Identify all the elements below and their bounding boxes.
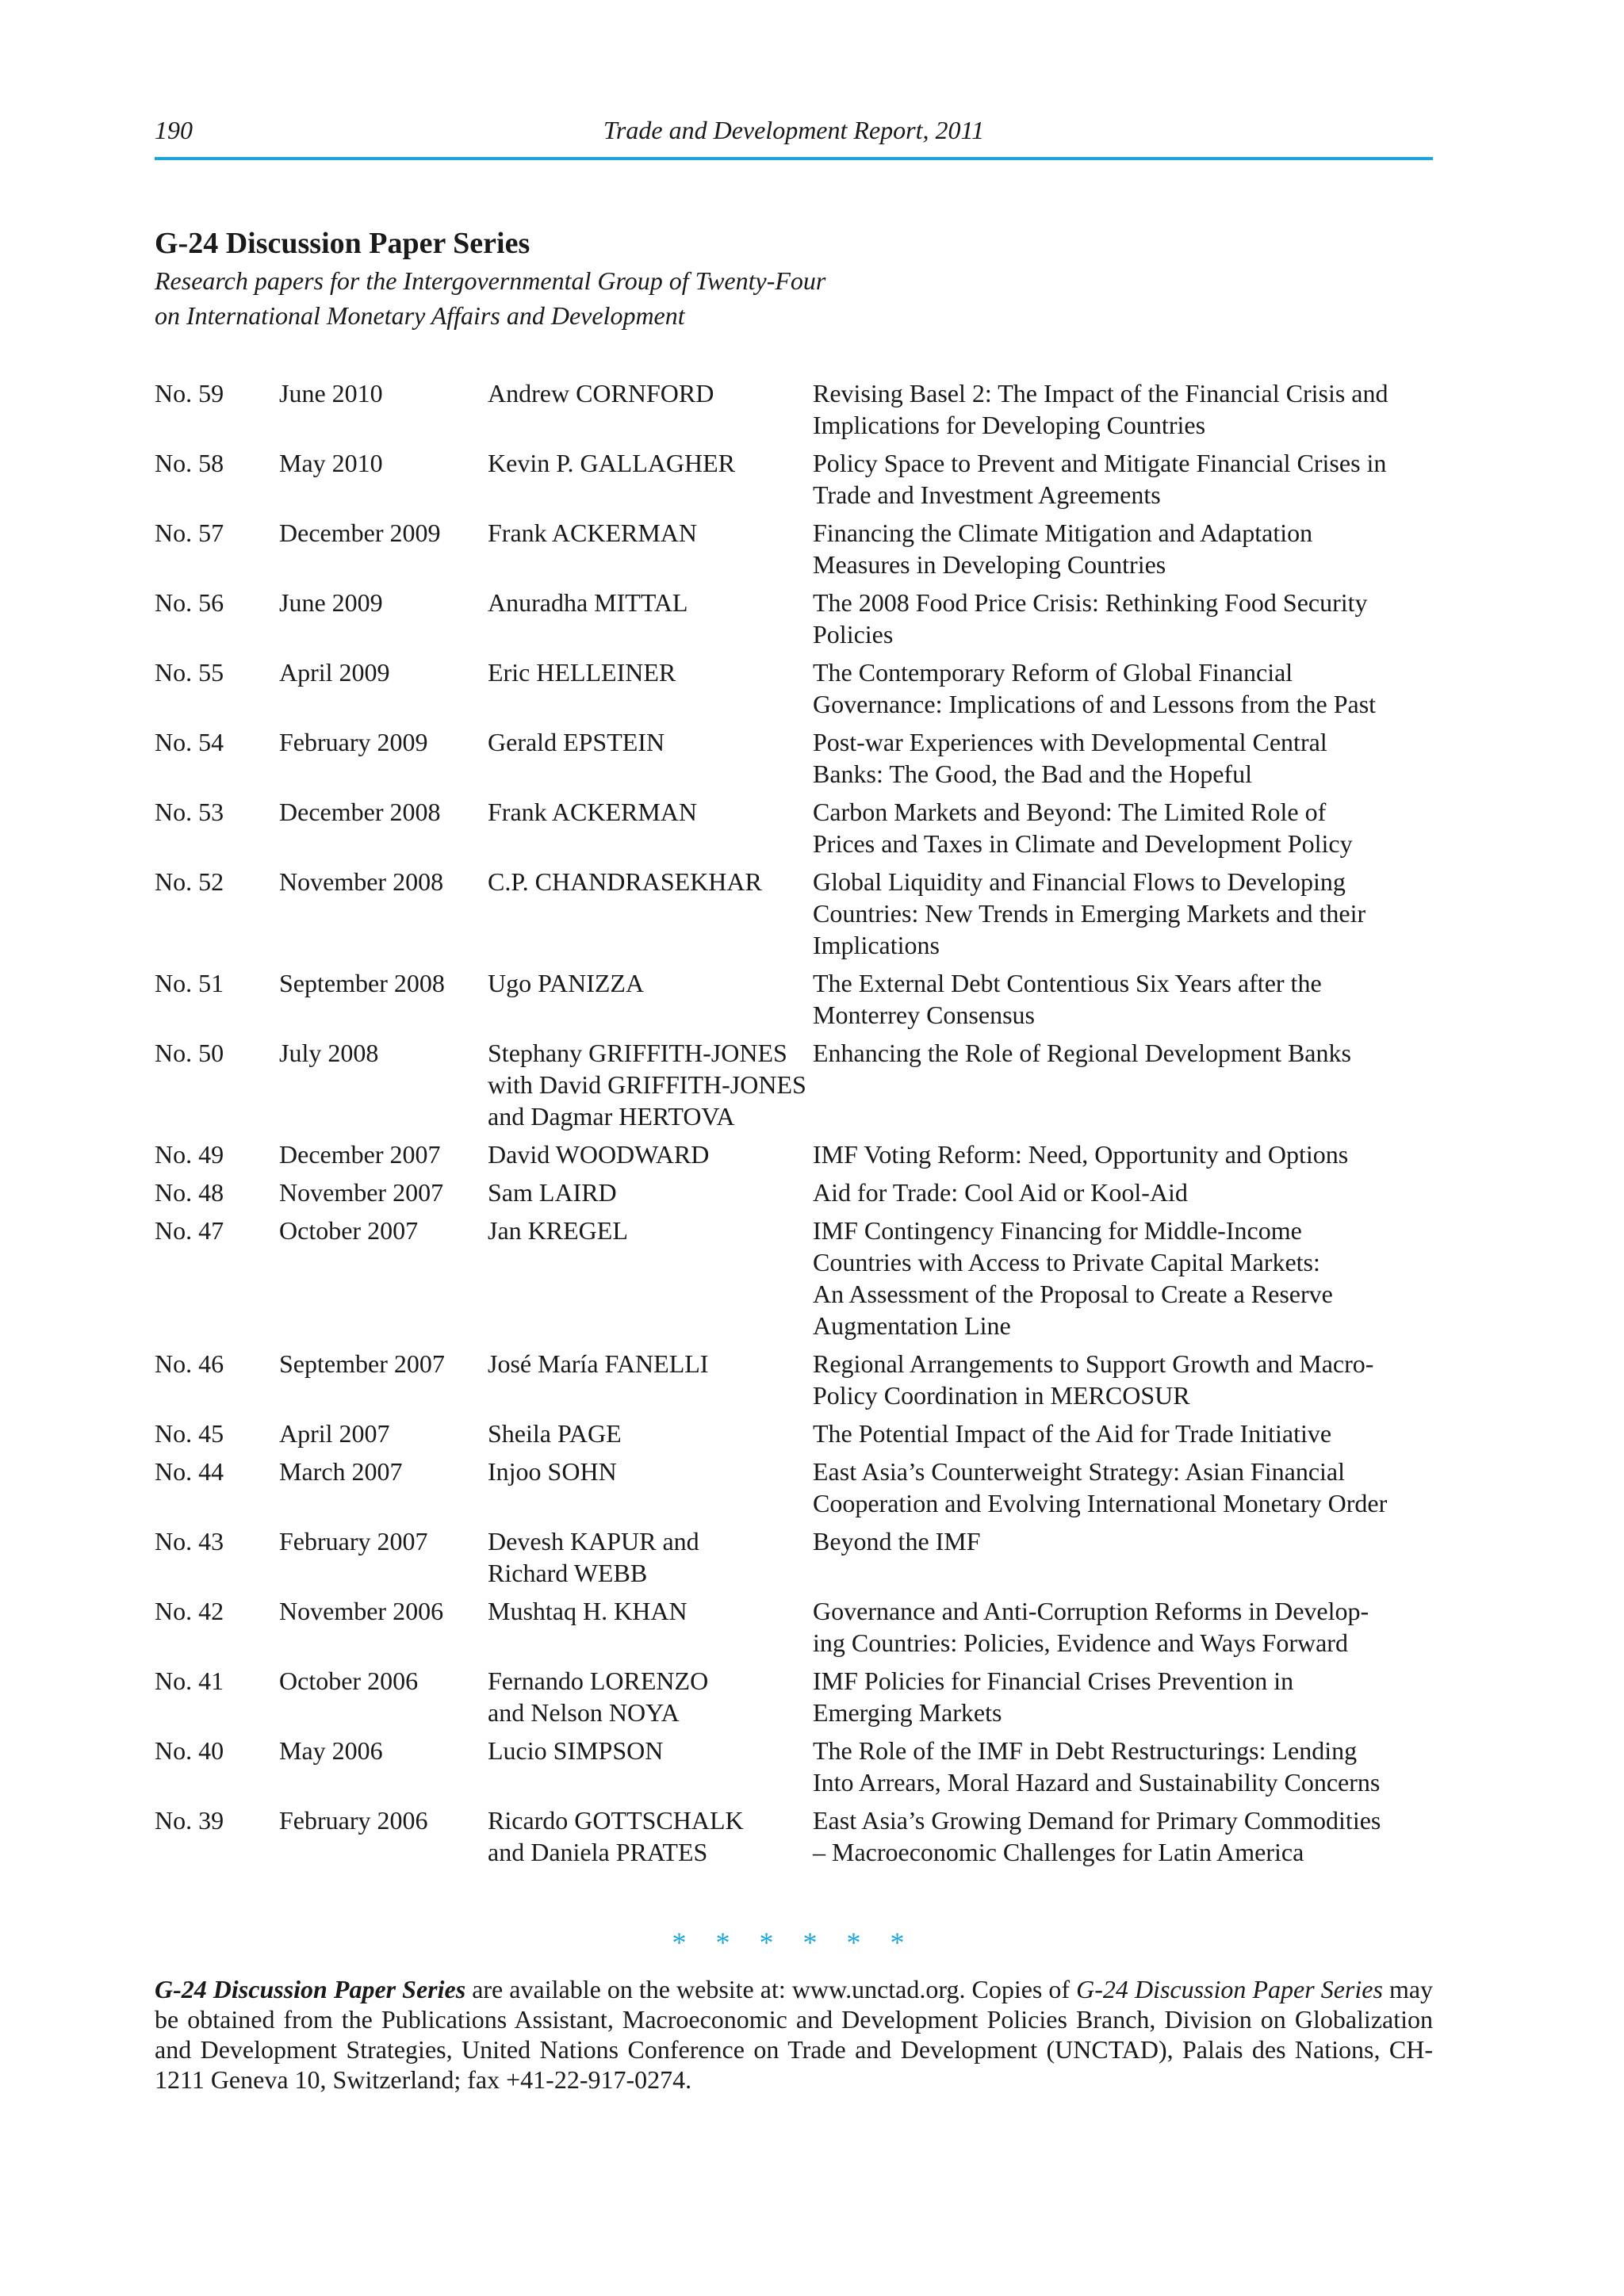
paper-number: No. 47 — [155, 1216, 224, 1245]
paper-author — [488, 1418, 813, 1449]
paper-title — [813, 967, 1439, 1031]
title-line: Beyond the IMF — [813, 1527, 981, 1556]
list-item — [155, 1037, 1433, 1138]
paper-date: November 2008 — [279, 867, 444, 896]
title-line: The External Debt Contentious Six Years after the — [813, 969, 1322, 997]
title-line: IMF Voting Reform: Need, Opportunity and Options — [813, 1140, 1349, 1169]
paper-author — [488, 967, 813, 999]
author-line: Stephany GRIFFITH-JONES — [488, 1039, 787, 1067]
title-line: Governance: Implications of and Lessons from the Past — [813, 690, 1377, 718]
title-line: Implications — [813, 931, 940, 959]
paper-author — [488, 1804, 813, 1868]
series-subtitle-line2: on International Monetary Affairs and Development — [155, 301, 685, 330]
author-line: and Dagmar HERTOVA — [488, 1102, 735, 1131]
paper-title — [813, 726, 1439, 790]
paper-author — [488, 447, 813, 479]
paper-author — [488, 726, 813, 758]
title-line: IMF Policies for Financial Crises Prevention in — [813, 1667, 1294, 1695]
paper-number: No. 59 — [155, 379, 224, 408]
paper-author — [488, 1215, 813, 1246]
title-line: Governance and Anti-Corruption Reforms in Develop- — [813, 1597, 1369, 1625]
author-line: Devesh KAPUR and — [488, 1527, 699, 1556]
paper-title — [813, 1177, 1439, 1208]
paper-title — [813, 1215, 1439, 1341]
paper-title — [813, 377, 1439, 441]
paper-number: No. 51 — [155, 969, 224, 997]
paper-author — [488, 517, 813, 549]
title-line: ing Countries: Policies, Evidence and Ways Forward — [813, 1628, 1348, 1657]
author-line: Mushtaq H. KHAN — [488, 1597, 688, 1625]
paper-title — [813, 1037, 1439, 1069]
title-line: Countries: New Trends in Emerging Markets and their — [813, 899, 1366, 928]
paper-number: No. 46 — [155, 1349, 224, 1378]
series-name-2: G-24 Discussion Paper Series — [1076, 1975, 1383, 2003]
title-line: Regional Arrangements to Support Growth and Macro- — [813, 1349, 1374, 1378]
note-text-2: may be obtained from the Publications Assistant, Macroeconomic and Development Policies Branch, Division on Globalization and Development Strategies, United Nations Conference on Trade and Development (UNCTAD), Palais des Nations, CH-1211 Geneva 10, Switzerland; fax +41-22-917-0274. — [155, 1975, 1434, 2094]
paper-number: No. 42 — [155, 1597, 224, 1625]
paper-author — [488, 1177, 813, 1208]
paper-author — [488, 1735, 813, 1766]
paper-date: September 2007 — [279, 1349, 445, 1378]
author-line: with David GRIFFITH-JONES — [488, 1070, 806, 1099]
list-item — [155, 1215, 1433, 1348]
paper-date: May 2010 — [279, 449, 383, 477]
paper-number: No. 50 — [155, 1039, 224, 1067]
paper-date: December 2008 — [279, 798, 441, 826]
title-line: An Assessment of the Proposal to Create a Reserve — [813, 1280, 1333, 1308]
paper-number: No. 45 — [155, 1419, 224, 1448]
paper-title — [813, 447, 1439, 511]
title-line: Trade and Investment Agreements — [813, 480, 1161, 509]
paper-number: No. 44 — [155, 1457, 224, 1486]
page-number: 190 — [155, 116, 193, 144]
paper-number: No. 43 — [155, 1527, 224, 1556]
title-line: Augmentation Line — [813, 1311, 1011, 1340]
paper-date: June 2010 — [279, 379, 383, 408]
paper-author — [488, 1348, 813, 1380]
title-line: Carbon Markets and Beyond: The Limited Role of — [813, 798, 1327, 826]
paper-date: February 2009 — [279, 728, 428, 756]
paper-date: April 2009 — [279, 658, 390, 687]
author-line: Injoo SOHN — [488, 1457, 617, 1486]
author-line: C.P. CHANDRASEKHAR — [488, 867, 762, 896]
paper-number: No. 55 — [155, 658, 224, 687]
paper-date: June 2009 — [279, 588, 383, 617]
running-title: Trade and Development Report, 2011 — [603, 116, 985, 144]
paper-number: No. 40 — [155, 1736, 224, 1765]
running-head — [155, 111, 1433, 159]
title-line: Financing the Climate Mitigation and Adaptation — [813, 519, 1313, 547]
paper-date: September 2008 — [279, 969, 445, 997]
paper-author — [488, 1525, 813, 1589]
paper-number: No. 56 — [155, 588, 224, 617]
author-line: Ugo PANIZZA — [488, 969, 645, 997]
author-line: David WOODWARD — [488, 1140, 710, 1169]
author-line: Sheila PAGE — [488, 1419, 622, 1448]
paper-date: October 2006 — [279, 1667, 419, 1695]
author-line: Lucio SIMPSON — [488, 1736, 664, 1765]
author-line: Frank ACKERMAN — [488, 798, 698, 826]
title-line: East Asia’s Growing Demand for Primary Commodities — [813, 1806, 1381, 1835]
separator-stars: * * * * * * — [672, 1927, 916, 1958]
list-item — [155, 796, 1433, 866]
title-line: IMF Contingency Financing for Middle-Income — [813, 1216, 1302, 1245]
paper-title — [813, 1735, 1439, 1798]
title-line: Countries with Access to Private Capital Markets: — [813, 1248, 1320, 1276]
paper-author — [488, 587, 813, 618]
paper-number: No. 39 — [155, 1806, 224, 1835]
list-item — [155, 1138, 1433, 1177]
list-item — [155, 1804, 1433, 1874]
paper-date: February 2006 — [279, 1806, 428, 1835]
paper-author — [488, 866, 813, 897]
paper-date: December 2009 — [279, 519, 441, 547]
title-line: Enhancing the Role of Regional Development Banks — [813, 1039, 1351, 1067]
paper-author — [488, 1138, 813, 1170]
series-heading — [155, 224, 1433, 333]
list-item — [155, 967, 1433, 1037]
paper-number: No. 48 — [155, 1178, 224, 1207]
title-line: Into Arrears, Moral Hazard and Sustainability Concerns — [813, 1768, 1381, 1797]
paper-author — [488, 1665, 813, 1728]
paper-date: November 2006 — [279, 1597, 444, 1625]
header-rule — [155, 157, 1433, 160]
author-line: Anuradha MITTAL — [488, 588, 688, 617]
list-item — [155, 1456, 1433, 1525]
paper-number: No. 57 — [155, 519, 224, 547]
author-line: Kevin P. GALLAGHER — [488, 449, 735, 477]
author-line: Ricardo GOTTSCHALK — [488, 1806, 744, 1835]
list-item — [155, 1595, 1433, 1665]
list-item — [155, 1735, 1433, 1804]
title-line: Global Liquidity and Financial Flows to Developing — [813, 867, 1346, 896]
note-text-1: are available on the website at: www.unctad.org. Copies of — [465, 1975, 1077, 2003]
list-item — [155, 377, 1433, 447]
title-line: The Contemporary Reform of Global Financial — [813, 658, 1293, 687]
author-line: José María FANELLI — [488, 1349, 709, 1378]
paper-title — [813, 1804, 1439, 1868]
title-line: Cooperation and Evolving International Monetary Order — [813, 1489, 1388, 1517]
author-line: and Nelson NOYA — [488, 1698, 680, 1727]
series-name: G-24 Discussion Paper Series — [155, 1975, 466, 2003]
title-line: Measures in Developing Countries — [813, 550, 1166, 579]
author-line: Eric HELLEINER — [488, 658, 676, 687]
paper-title — [813, 1418, 1439, 1449]
title-line: Policies — [813, 620, 894, 649]
title-line: Post-war Experiences with Developmental Central — [813, 728, 1327, 756]
list-item — [155, 517, 1433, 587]
list-item — [155, 1665, 1433, 1735]
title-line: Revising Basel 2: The Impact of the Financial Crisis and — [813, 379, 1388, 408]
title-line: Emerging Markets — [813, 1698, 1002, 1727]
paper-date: February 2007 — [279, 1527, 428, 1556]
paper-author — [488, 1595, 813, 1627]
paper-number: No. 49 — [155, 1140, 224, 1169]
author-line: Richard WEBB — [488, 1559, 648, 1587]
paper-title — [813, 1348, 1439, 1411]
series-title: G-24 Discussion Paper Series — [155, 227, 530, 260]
paper-number: No. 41 — [155, 1667, 224, 1695]
paper-title — [813, 796, 1439, 859]
list-item — [155, 1348, 1433, 1418]
paper-date: March 2007 — [279, 1457, 403, 1486]
paper-date: July 2008 — [279, 1039, 379, 1067]
author-line: Gerald EPSTEIN — [488, 728, 665, 756]
paper-date: October 2007 — [279, 1216, 419, 1245]
paper-title — [813, 1138, 1439, 1170]
title-line: Monterrey Consensus — [813, 1001, 1035, 1029]
paper-title — [813, 517, 1439, 580]
paper-title — [813, 587, 1439, 650]
author-line: Fernando LORENZO — [488, 1667, 709, 1695]
list-item — [155, 447, 1433, 517]
title-line: Policy Space to Prevent and Mitigate Financial Crises in — [813, 449, 1387, 477]
paper-author — [488, 1037, 813, 1132]
paper-title — [813, 1525, 1439, 1557]
author-line: Sam LAIRD — [488, 1178, 617, 1207]
title-line: East Asia’s Counterweight Strategy: Asian Financial — [813, 1457, 1346, 1486]
list-item — [155, 1525, 1433, 1595]
title-line: Banks: The Good, the Bad and the Hopeful — [813, 760, 1252, 788]
title-line: Aid for Trade: Cool Aid or Kool-Aid — [813, 1178, 1188, 1207]
author-line: and Daniela PRATES — [488, 1838, 708, 1866]
availability-note — [155, 1974, 1433, 2095]
paper-author — [488, 377, 813, 409]
paper-date: May 2006 — [279, 1736, 383, 1765]
title-line: The 2008 Food Price Crisis: Rethinking Food Security — [813, 588, 1368, 617]
list-item — [155, 726, 1433, 796]
list-item — [155, 587, 1433, 656]
paper-number: No. 58 — [155, 449, 224, 477]
list-item — [155, 866, 1433, 967]
paper-date: April 2007 — [279, 1419, 390, 1448]
author-line: Frank ACKERMAN — [488, 519, 698, 547]
paper-title — [813, 1665, 1439, 1728]
paper-title — [813, 656, 1439, 720]
title-line: Prices and Taxes in Climate and Development Policy — [813, 829, 1353, 858]
list-item — [155, 1177, 1433, 1215]
title-line: – Macroeconomic Challenges for Latin America — [813, 1838, 1304, 1866]
list-item — [155, 656, 1433, 726]
title-line: Implications for Developing Countries — [813, 411, 1206, 439]
author-line: Jan KREGEL — [488, 1216, 628, 1245]
paper-title — [813, 1456, 1439, 1519]
paper-list — [155, 377, 1433, 1874]
paper-date: December 2007 — [279, 1140, 441, 1169]
list-item — [155, 1418, 1433, 1456]
paper-title — [813, 866, 1439, 961]
title-line: The Potential Impact of the Aid for Trade Initiative — [813, 1419, 1332, 1448]
title-line: The Role of the IMF in Debt Restructurings: Lending — [813, 1736, 1358, 1765]
paper-number: No. 53 — [155, 798, 224, 826]
paper-author — [488, 1456, 813, 1487]
title-line: Policy Coordination in MERCOSUR — [813, 1381, 1190, 1410]
paper-author — [488, 796, 813, 828]
author-line: Andrew CORNFORD — [488, 379, 714, 408]
paper-number: No. 52 — [155, 867, 224, 896]
paper-date: November 2007 — [279, 1178, 444, 1207]
paper-title — [813, 1595, 1439, 1659]
series-subtitle-line1: Research papers for the Intergovernmental Group of Twenty-Four — [155, 266, 826, 295]
paper-author — [488, 656, 813, 688]
paper-number: No. 54 — [155, 728, 224, 756]
